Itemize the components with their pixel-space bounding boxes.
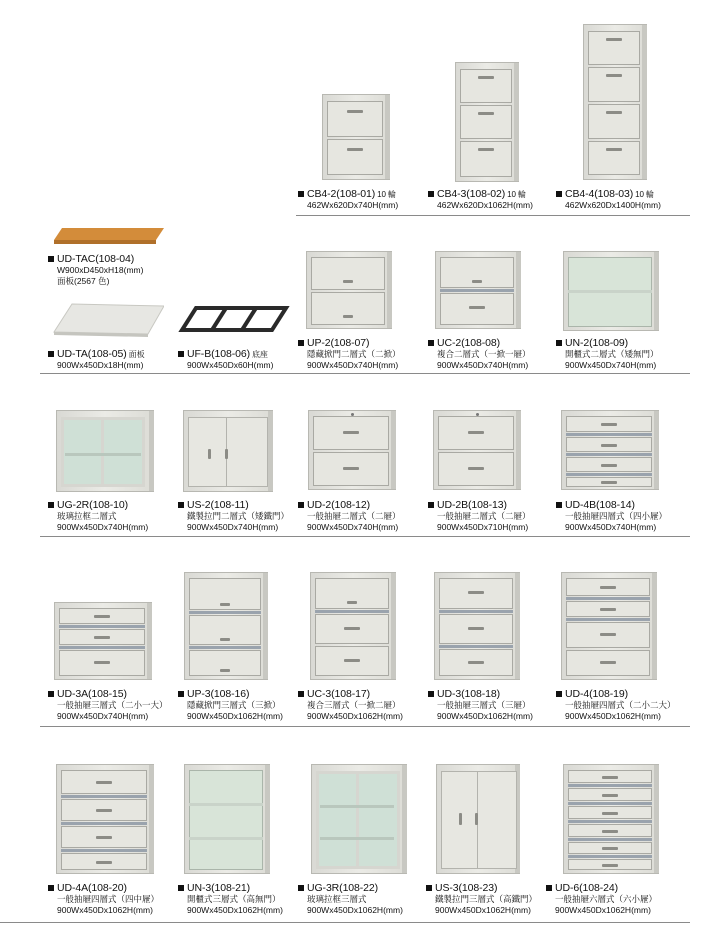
divider: [40, 536, 690, 537]
product-dimensions: 900Wx450Dx1062H(mm): [437, 711, 533, 721]
up-2-image: [306, 251, 392, 329]
caption-ud-4: [556, 689, 676, 722]
uf-b-image: [178, 302, 290, 336]
product-description: 一般抽屜四層式（四小屜）: [565, 511, 668, 521]
product-description: 玻璃拉框二層式: [57, 511, 117, 521]
product-description: 面板(2567 色): [57, 276, 110, 286]
divider: [40, 373, 690, 374]
product-code: UC-2(108-08): [428, 337, 500, 349]
caption-un-2: [556, 338, 659, 371]
product-dimensions: 900Wx450Dx1062H(mm): [307, 711, 403, 721]
ug-3r-image: [311, 764, 407, 874]
un-3-image: [184, 764, 270, 874]
product-dimensions: 900Wx450Dx1062H(mm): [565, 711, 661, 721]
caption-up-3: [178, 689, 283, 722]
ud-tac-image: [52, 222, 164, 248]
product-code: UC-3(108-17): [298, 688, 370, 700]
product-code: UP-2(108-07): [298, 337, 369, 349]
ud-ta-image: [52, 300, 164, 340]
product-dimensions: 900Wx450Dx740H(mm): [57, 711, 149, 721]
us-3-image: [436, 764, 520, 874]
caption-ud-2: [298, 500, 401, 533]
caption-ud-tac: [48, 254, 143, 287]
product-dimensions: W900xD450xH18(mm): [57, 265, 144, 275]
product-dimensions: 900Wx450Dx710H(mm): [437, 522, 529, 532]
caption-cb4-3: [428, 189, 533, 211]
product-description: 鐵製拉門三層式（高鐵門）: [435, 894, 538, 904]
product-dimensions: 900Wx450Dx740H(mm): [307, 360, 399, 370]
ud-3-image: [434, 572, 520, 680]
product-dimensions: 900Wx450Dx1062H(mm): [57, 905, 153, 915]
caption-us-3: [426, 883, 537, 916]
divider: [0, 922, 690, 923]
product-code: UD-TA(108-05) 面板: [48, 348, 145, 360]
product-code: UN-3(108-21): [178, 882, 250, 894]
product-code: UP-3(108-16): [178, 688, 249, 700]
product-code: UN-2(108-09): [556, 337, 628, 349]
caption-ug-2r: [48, 500, 148, 533]
product-description: 開櫃式二層式（矮無門）: [565, 349, 659, 359]
product-code: UF-B(108-06) 底座: [178, 348, 268, 360]
product-description: 一般抽屜六層式（六小屜）: [555, 894, 658, 904]
ud-4b-image: [561, 410, 659, 490]
product-dimensions: 462Wx620Dx1400H(mm): [565, 200, 661, 210]
caption-ug-3r: [298, 883, 403, 916]
product-code: CB4-3(108-02) 10 輪: [428, 188, 526, 200]
product-description: 隱藏掀門三層式（三掀）: [187, 700, 281, 710]
product-code: CB4-2(108-01) 10 輪: [298, 188, 396, 200]
ug-2r-image: [56, 410, 154, 492]
product-dimensions: 900Wx450Dx740H(mm): [187, 522, 279, 532]
product-dimensions: 900Wx450Dx1062H(mm): [187, 905, 283, 915]
caption-ud-3: [428, 689, 533, 722]
ud-2b-image: [433, 410, 521, 490]
uc-2-image: [435, 251, 521, 329]
cb4-2-image: [322, 94, 390, 180]
product-dimensions: 900Wx450Dx740H(mm): [307, 522, 399, 532]
product-dimensions: 462Wx620Dx1062H(mm): [437, 200, 533, 210]
product-dimensions: 900Wx450Dx740H(mm): [565, 360, 657, 370]
product-description: 一般抽屜四層式（四中屜）: [57, 894, 160, 904]
ud-4-image: [561, 572, 657, 680]
product-dimensions: 462Wx620Dx740H(mm): [307, 200, 399, 210]
cb4-3-image: [455, 62, 519, 182]
product-dimensions: 900Wx450Dx740H(mm): [437, 360, 529, 370]
product-dimensions: 900Wx450Dx1062H(mm): [435, 905, 531, 915]
product-code: UD-2B(108-13): [428, 499, 507, 511]
caption-uc-2: [428, 338, 531, 371]
caption-cb4-4: [556, 189, 661, 211]
product-code: UD-4B(108-14): [556, 499, 635, 511]
ud-2-image: [308, 410, 396, 490]
product-code: UD-4A(108-20): [48, 882, 127, 894]
product-description: 玻璃拉框三層式: [307, 894, 367, 904]
product-code: UD-2(108-12): [298, 499, 370, 511]
product-code: UD-TAC(108-04): [48, 253, 134, 265]
product-description: 隱藏掀門二層式（二掀）: [307, 349, 401, 359]
caption-uc-3: [298, 689, 403, 722]
caption-ud-2b: [428, 500, 531, 533]
product-code: CB4-4(108-03) 10 輪: [556, 188, 654, 200]
up-3-image: [184, 572, 268, 680]
product-description: 一般抽屜四層式（二小二大）: [565, 700, 676, 710]
product-description: 一般抽屜二層式（二屜）: [437, 511, 531, 521]
divider: [296, 215, 690, 216]
product-description: 一般抽屜三層式（二小一大）: [57, 700, 168, 710]
caption-up-2: [298, 338, 401, 371]
product-code: UD-4(108-19): [556, 688, 628, 700]
product-code: UG-2R(108-10): [48, 499, 128, 511]
ud-3a-image: [54, 602, 152, 680]
uc-3-image: [310, 572, 396, 680]
ud-6-image: [563, 764, 659, 874]
caption-un-3: [178, 883, 283, 916]
cb4-4-image: [583, 24, 647, 180]
caption-ud-3a: [48, 689, 168, 722]
product-dimensions: 900Wx450Dx60H(mm): [187, 360, 274, 370]
product-code: US-3(108-23): [426, 882, 497, 894]
product-description: 一般抽屜二層式（二屜）: [307, 511, 401, 521]
product-description: 複合二層式（一掀一屜）: [437, 349, 531, 359]
product-dimensions: 900Wx450Dx1062H(mm): [555, 905, 651, 915]
product-description: 一般抽屜三層式（三屜）: [437, 700, 531, 710]
un-2-image: [563, 251, 659, 331]
product-description: 複合三層式（一掀二屜）: [307, 700, 401, 710]
product-code: UD-6(108-24): [546, 882, 618, 894]
caption-us-2: [178, 500, 289, 533]
caption-uf-b: [178, 349, 273, 371]
caption-ud-ta: [48, 349, 145, 371]
product-dimensions: 900Wx450Dx18H(mm): [57, 360, 144, 370]
product-code: UD-3A(108-15): [48, 688, 127, 700]
product-description: 開櫃式三層式（高無門）: [187, 894, 281, 904]
product-code: UG-3R(108-22): [298, 882, 378, 894]
caption-ud-4b: [556, 500, 667, 533]
product-dimensions: 900Wx450Dx1062H(mm): [307, 905, 403, 915]
divider: [40, 726, 690, 727]
product-dimensions: 900Wx450Dx740H(mm): [565, 522, 657, 532]
product-description: 鐵製拉門二層式（矮鐵門）: [187, 511, 290, 521]
caption-ud-4a: [48, 883, 159, 916]
ud-4a-image: [56, 764, 154, 874]
product-dimensions: 900Wx450Dx740H(mm): [57, 522, 149, 532]
product-code: US-2(108-11): [178, 499, 249, 511]
caption-ud-6: [546, 883, 657, 916]
us-2-image: [183, 410, 273, 492]
caption-cb4-2: [298, 189, 398, 211]
product-dimensions: 900Wx450Dx1062H(mm): [187, 711, 283, 721]
product-code: UD-3(108-18): [428, 688, 500, 700]
